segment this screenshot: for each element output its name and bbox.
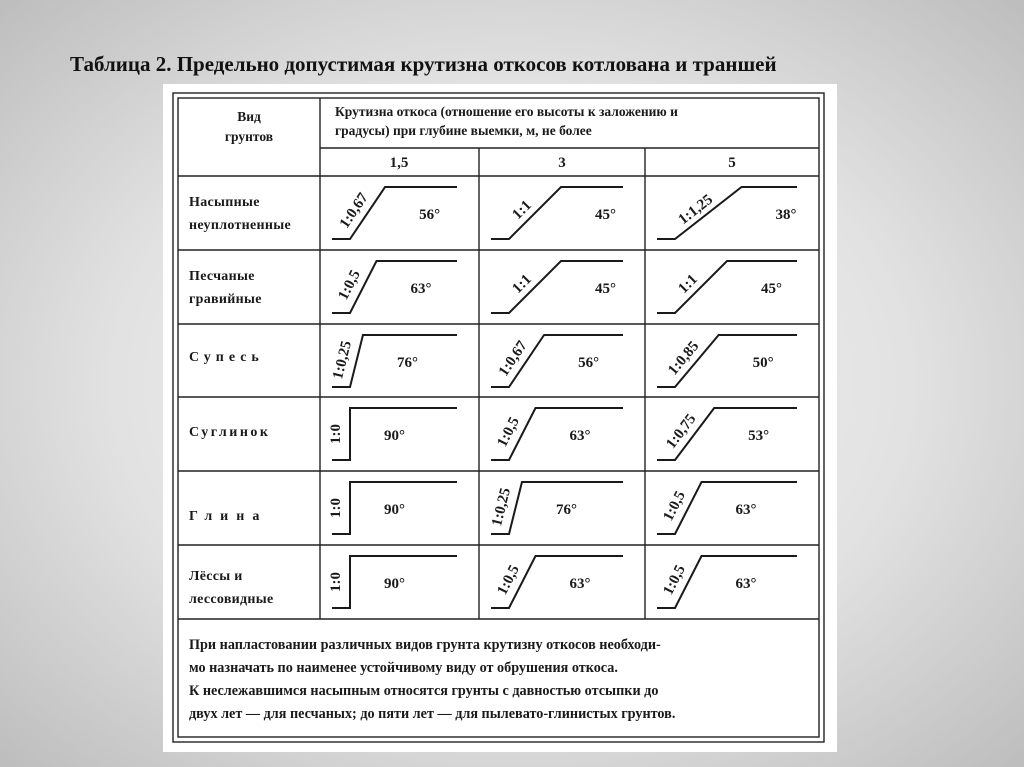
slope-angle-label: 90° xyxy=(384,428,405,444)
slope-ratio-label: 1:0,85 xyxy=(665,338,703,379)
slope-ratio-label: 1:0 xyxy=(328,572,344,592)
slope-angle-label: 45° xyxy=(595,281,616,297)
slope-ratio-label: 1:0,67 xyxy=(495,338,531,380)
slope-ratio-label: 1:0 xyxy=(328,498,344,518)
slope-angle-label: 63° xyxy=(569,576,591,592)
slope-angle-label: 90° xyxy=(384,502,405,518)
slope-angle-label: 90° xyxy=(384,576,405,592)
slope-angle-label: 76° xyxy=(396,355,418,371)
slope-ratio-label: 1:0,5 xyxy=(335,267,364,303)
slope-ratio-label: 1:0,67 xyxy=(336,190,372,232)
header-depth-3: 5 xyxy=(728,155,736,171)
header-depth-2: 3 xyxy=(558,155,566,171)
note-line-1: При напластовании различных видов грунта крутизну откосов необходи- xyxy=(189,637,661,653)
soil-name: Глина xyxy=(189,509,268,524)
slope-angle-label: 63° xyxy=(569,428,591,444)
slope-angle-label: 56° xyxy=(578,355,600,371)
slope-angle-label: 76° xyxy=(555,502,577,518)
header-depth-1: 1,5 xyxy=(389,155,409,171)
slide-title: Таблица 2. Предельно допустимая крутизна откосов котлована и траншей xyxy=(70,52,777,76)
slope-ratio-label: 1:0,75 xyxy=(663,411,700,452)
soil-name-line2: неуплотненные xyxy=(189,218,292,233)
header-slope-line1: Крутизна откоса (отношение его высоты к заложению и xyxy=(335,104,678,119)
slope-angle-label: 38° xyxy=(775,207,797,223)
note-line-4: двух лет — для песчаных; до пяти лет — для пылевато-глинистых грунтов. xyxy=(189,706,676,722)
slope-ratio-label: 1:1 xyxy=(509,197,535,223)
slope-ratio-label: 1:1 xyxy=(509,271,535,297)
soil-name-line2: лессовидные xyxy=(189,592,274,607)
slope-ratio-label: 1:0,25 xyxy=(489,486,515,528)
header-soil-type-line2: грунтов xyxy=(224,129,274,144)
slope-angle-label: 63° xyxy=(735,576,757,592)
slope-ratio-label: 1:0,5 xyxy=(660,562,689,598)
slope-table xyxy=(163,84,837,752)
soil-name: Суглинок xyxy=(189,425,271,440)
slope-ratio-label: 1:0,5 xyxy=(494,562,523,598)
soil-name-line1: Лёссы и xyxy=(189,569,243,584)
note-line-2: мо назначать по наименее устойчивому виду от обрушения откоса. xyxy=(189,660,618,676)
slope-angle-label: 50° xyxy=(752,355,774,371)
header-slope-line2: градусы) при глубине выемки, м, не более xyxy=(335,123,592,138)
slope-ratio-label: 1:1,25 xyxy=(675,191,717,229)
note-line-3: К неслежавшимся насыпным относятся грунты с давностью отсыпки до xyxy=(189,683,659,699)
slope-ratio-label: 1:0,25 xyxy=(330,339,356,381)
slope-angle-label: 45° xyxy=(595,207,616,223)
slope-ratio-label: 1:0,5 xyxy=(494,414,523,450)
header-soil-type-line1: Вид xyxy=(237,109,261,124)
soil-name: Супесь xyxy=(189,350,264,365)
slope-ratio-label: 1:0 xyxy=(328,424,344,444)
slope-ratio-label: 1:1 xyxy=(675,271,701,297)
slope-angle-label: 53° xyxy=(748,428,770,444)
slope-ratio-label: 1:0,5 xyxy=(660,488,689,524)
soil-name-line1: Насыпные xyxy=(189,195,260,210)
soil-name-line1: Песчаные xyxy=(189,269,255,284)
slope-angle-label: 56° xyxy=(419,207,441,223)
slope-angle-label: 63° xyxy=(410,281,432,297)
soil-name-line2: гравийные xyxy=(189,292,262,307)
slope-angle-label: 63° xyxy=(735,502,757,518)
slope-angle-label: 45° xyxy=(761,281,782,297)
